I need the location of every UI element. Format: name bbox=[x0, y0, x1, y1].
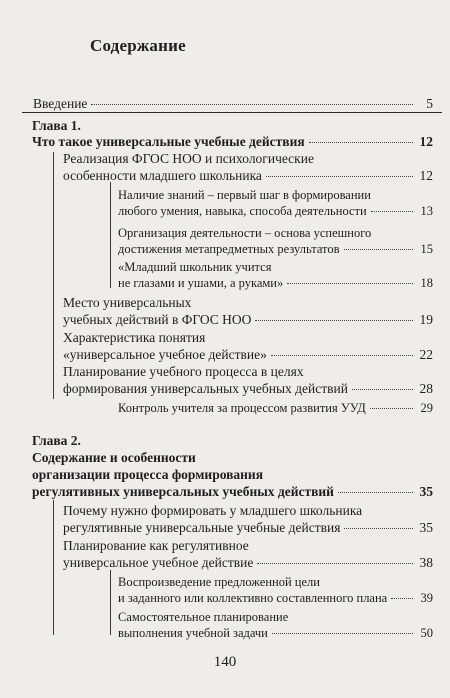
toc-entry-text: достижения метапредметных результатов bbox=[118, 242, 340, 256]
toc-page-number: 35 bbox=[419, 484, 433, 499]
toc-entry-text: Наличие знаний – первый шаг в формировании bbox=[118, 188, 371, 202]
toc-page-number: 50 bbox=[420, 626, 433, 640]
leader-dots bbox=[371, 211, 413, 212]
leader-dots bbox=[257, 563, 413, 564]
toc-page-number: 38 bbox=[419, 555, 433, 570]
toc-entry-text: Планирование учебного процесса в целях bbox=[63, 364, 304, 379]
toc-page-number: 15 bbox=[420, 242, 433, 256]
leader-dots bbox=[391, 598, 413, 599]
toc-page-number: 19 bbox=[419, 312, 433, 327]
toc-entry-text: универсальное учебное действие bbox=[63, 555, 254, 570]
level-1-bar bbox=[53, 152, 54, 399]
toc-entry-intro[interactable] bbox=[33, 95, 433, 112]
toc-entry-text: выполнения учебной задачи bbox=[118, 626, 268, 640]
toc-section[interactable] bbox=[63, 537, 433, 571]
chapter-2-label: Глава 2. bbox=[32, 433, 81, 448]
toc-entry-text: Место универсальных bbox=[63, 295, 192, 310]
toc-entry-text: Планирование как регулятивное bbox=[63, 538, 249, 553]
toc-page-number: 13 bbox=[420, 204, 433, 218]
toc-entry-text: формирования универсальных учебных действий bbox=[63, 381, 348, 396]
toc-page-number: 12 bbox=[419, 168, 433, 183]
toc-page-number: 22 bbox=[419, 347, 433, 362]
leader-dots bbox=[287, 283, 413, 284]
leader-dots bbox=[272, 633, 413, 634]
level-2-bar bbox=[110, 182, 111, 288]
toc-entry-text: Реализация ФГОС НОО и психологические bbox=[63, 151, 314, 166]
leader-dots bbox=[370, 408, 413, 409]
leader-dots bbox=[255, 320, 413, 321]
toc-entry-text: Организация деятельности – основа успешного bbox=[118, 226, 372, 240]
chapter-2-title: регулятивных универсальных учебных действий bbox=[32, 484, 334, 499]
page-number: 140 bbox=[213, 654, 237, 670]
leader-dots bbox=[338, 492, 413, 493]
chapter-1-label: Глава 1. bbox=[32, 118, 81, 133]
toc-entry-text: не глазами и ушами, а руками» bbox=[118, 276, 284, 290]
toc-page-number: 18 bbox=[420, 276, 433, 290]
toc-page-number: 29 bbox=[420, 401, 433, 415]
toc-entry-text: Самостоятельное планирование bbox=[118, 610, 289, 624]
toc-subsection[interactable] bbox=[118, 225, 433, 257]
toc-section[interactable] bbox=[63, 363, 433, 397]
level-1-bar bbox=[53, 500, 54, 635]
toc-section[interactable] bbox=[63, 329, 433, 363]
toc-entry-text: любого умения, навыка, способа деятельности bbox=[118, 204, 367, 218]
chapter-1-title: Что такое универсальные учебные действия bbox=[32, 134, 305, 149]
leader-dots bbox=[309, 142, 413, 143]
level-2-bar bbox=[110, 570, 111, 635]
leader-dots bbox=[352, 389, 413, 390]
page-title: Содержание bbox=[90, 36, 186, 55]
toc-section[interactable] bbox=[63, 150, 433, 184]
leader-dots bbox=[271, 355, 413, 356]
toc-page-number: 35 bbox=[419, 520, 433, 535]
toc-entry-text: «Младший школьник учится bbox=[118, 260, 272, 274]
toc-entry-text: Контроль учителя за процессом развития УУД bbox=[118, 401, 366, 415]
chapter-2-title: Содержание и особенности bbox=[32, 450, 196, 465]
toc-entry-text: Почему нужно формировать у младшего школьника bbox=[63, 503, 363, 518]
toc-entry-text: регулятивные универсальные учебные действия bbox=[63, 520, 341, 535]
toc-page-number: 39 bbox=[420, 591, 433, 605]
toc-entry-text: Воспроизведение предложенной цели bbox=[118, 575, 320, 589]
leader-dots bbox=[91, 104, 413, 105]
leader-dots bbox=[344, 528, 413, 529]
top-rule bbox=[22, 112, 442, 113]
toc-entry-text: особенности младшего школьника bbox=[63, 168, 262, 183]
toc-page-number: 12 bbox=[419, 134, 433, 149]
toc-entry-text: учебных действий в ФГОС НОО bbox=[63, 312, 252, 327]
toc-entry-text: Введение bbox=[33, 96, 88, 111]
toc-subsection[interactable] bbox=[118, 259, 433, 291]
toc-chapter-2[interactable] bbox=[32, 449, 433, 500]
toc-entry-text: Характеристика понятия bbox=[63, 330, 206, 345]
toc-subsection[interactable] bbox=[118, 574, 433, 606]
toc-page-number: 28 bbox=[419, 381, 433, 396]
toc-page-number: 5 bbox=[426, 96, 433, 111]
toc-section[interactable] bbox=[63, 294, 433, 328]
chapter-2-title: организации процесса формирования bbox=[32, 467, 264, 482]
leader-dots bbox=[266, 176, 413, 177]
leader-dots bbox=[344, 249, 414, 250]
toc-subsection[interactable] bbox=[118, 400, 433, 416]
toc-entry-text: «универсальное учебное действие» bbox=[63, 347, 267, 362]
toc-subsection[interactable] bbox=[118, 609, 433, 641]
toc-entry-text: и заданного или коллективно составленного плана bbox=[118, 591, 388, 605]
toc-subsection[interactable] bbox=[118, 187, 433, 219]
toc-section[interactable] bbox=[63, 502, 433, 536]
toc-chapter-1[interactable] bbox=[32, 133, 433, 150]
